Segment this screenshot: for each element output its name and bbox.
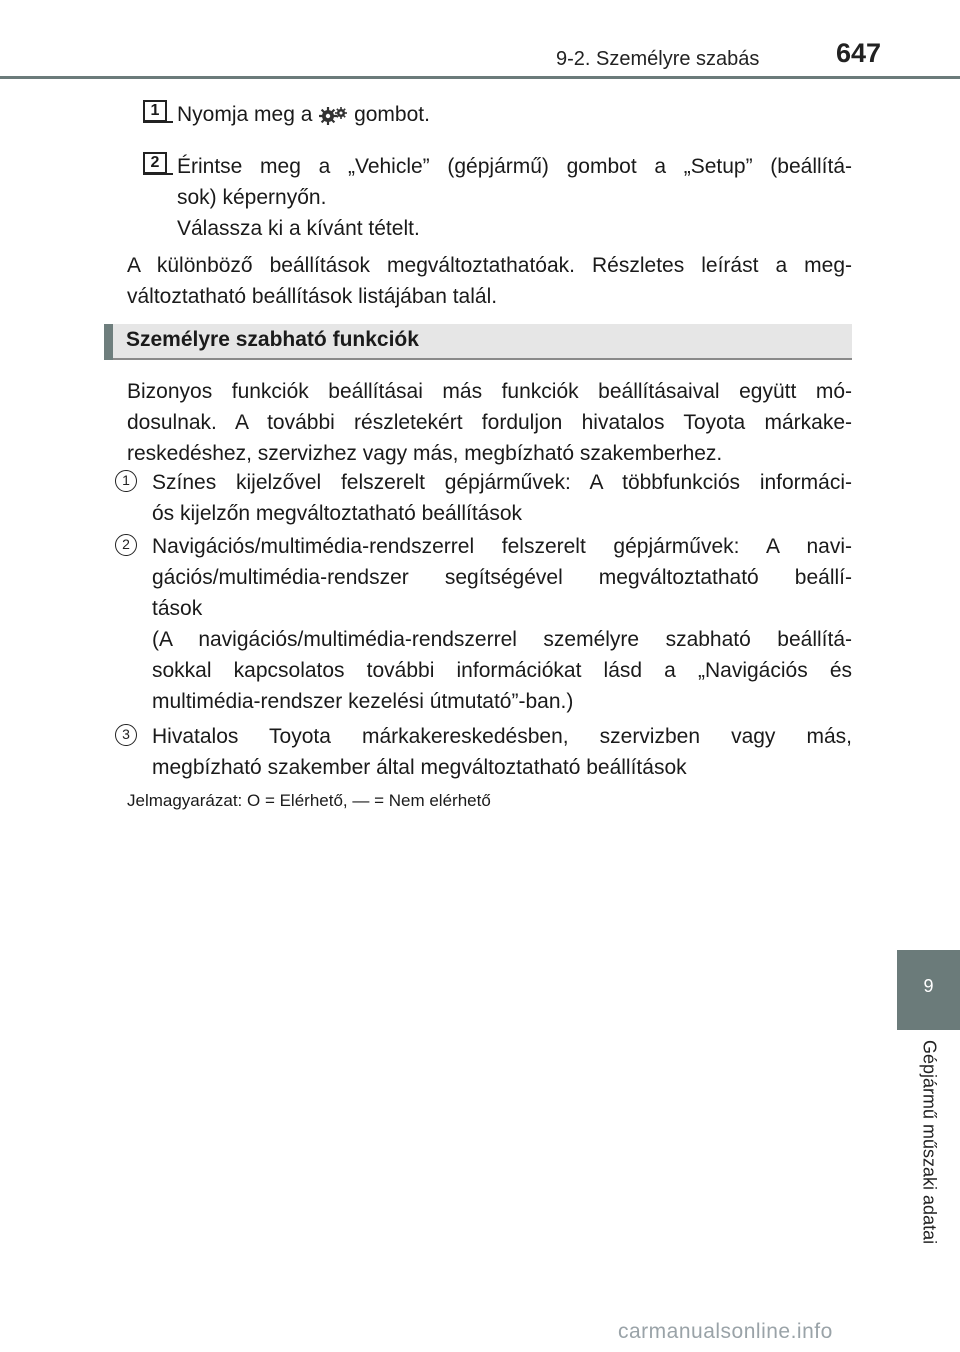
section-title: 9-2. Személyre szabás <box>556 48 760 70</box>
step-number-box: 1 <box>143 100 167 122</box>
step-text-line: sok) képernyőn. <box>177 186 327 209</box>
header-divider <box>0 76 960 79</box>
step-text-before: Nyomja meg a <box>177 103 313 126</box>
item-line: multimédia-rendszer kezelési útmutató”-ban.) <box>152 690 574 713</box>
intro-line: A különböző beállítások megváltoztathatóak. Részletes leírást a meg- <box>127 254 852 277</box>
item-line: gációs/multimédia-rendszer segítségével megváltoztatható beállí- <box>152 566 852 589</box>
item-line: Navigációs/multimédia-rendszerrel felszerelt gépjárművek: A navi- <box>152 535 852 558</box>
step-text-line: Válassza ki a kívánt tételt. <box>177 217 420 240</box>
gear-icon <box>318 103 348 123</box>
chapter-number: 9 <box>923 976 934 996</box>
item-line: (A navigációs/multimédia-rendszerrel személyre szabható beállítá- <box>152 628 852 651</box>
item-line: sokkal kapcsolatos további információkat lásd a „Navigációs és <box>152 659 852 682</box>
section-body-line: reskedéshez, szervizhez vagy más, megbízható szakemberhez. <box>127 442 723 465</box>
page-number: 647 <box>836 38 882 68</box>
chapter-title-vertical <box>897 1030 960 1352</box>
item-line: Hivatalos Toyota márkakereskedésben, szervizben vagy más, <box>152 725 852 748</box>
section-body-line: dosulnak. A további részletekért forduljon hivatalos Toyota márkake- <box>127 411 852 434</box>
item-number-circle: 2 <box>115 534 137 556</box>
intro-line: változtatható beállítások listájában talál. <box>127 285 498 308</box>
step-number-box: 2 <box>143 152 167 174</box>
chapter-title: Gépjármű műszaki adatai <box>919 1040 939 1245</box>
item-number-circle: 1 <box>115 470 137 492</box>
step-underline <box>143 173 173 175</box>
legend-text: Jelmagyarázat: O = Elérhető, — = Nem elérhető <box>127 791 491 810</box>
item-line: megbízható szakember által megváltoztatható beállítások <box>152 756 687 779</box>
item-line: tások <box>152 597 203 620</box>
watermark: carmanualsonline.info <box>618 1320 833 1343</box>
heading-accent-bar <box>104 324 113 360</box>
chapter-tab <box>897 950 960 1030</box>
step-text <box>177 99 837 130</box>
step-text-after: gombot. <box>354 103 430 126</box>
step-underline <box>143 121 173 123</box>
item-line: Színes kijelzővel felszerelt gépjárművek: A többfunkciós informáci- <box>152 471 852 494</box>
section-heading <box>104 324 852 360</box>
item-number-circle: 3 <box>115 724 137 746</box>
section-heading-text: Személyre szabható funkciók <box>126 328 419 351</box>
section-body-line: Bizonyos funkciók beállításai más funkciók beállításaival együtt mó- <box>127 380 852 403</box>
item-line: ós kijelzőn megváltoztatható beállítások <box>152 502 523 525</box>
step-text-line: Érintse meg a „Vehicle” (gépjármű) gombot a „Setup” (beállítá- <box>177 155 852 178</box>
